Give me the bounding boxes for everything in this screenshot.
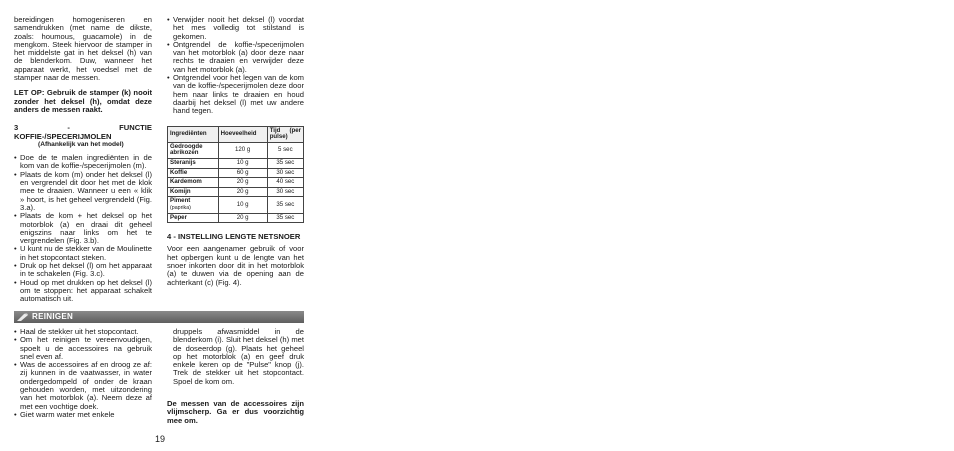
ingredient-label: Gedroogde abrikozen [170, 142, 203, 157]
list-item: • Ontgrendel voor het legen van de kom van de koffie-/specerijmolen deze door hem naar links te draaien en houd daarbij het deksel (l) met uw andere hand tegen. [167, 74, 304, 115]
cleaning-continued-text: druppels afwasmiddel in de blenderkom (i). Sluit het deksel (h) met de doseerdop (g). Plaats het geheel op het motorblok (a) en geef druk enkele keren op de "Pulse" knop (j). Trek de stekker uit het stopcontact. Spoel de kom om. [173, 327, 304, 386]
ingredient-quantity: 60 g [218, 168, 267, 178]
table-row [168, 197, 304, 213]
ingredients-table [167, 126, 304, 224]
ingredient-quantity: 10 g [218, 158, 267, 168]
ingredient-name [168, 168, 219, 178]
ingredient-name [168, 197, 219, 213]
table-row [168, 142, 304, 158]
list-item: • Doe de te malen ingrediënten in de kom van de koffie-/specerijmolen (m). [14, 154, 152, 171]
ingredient-time: 35 sec [267, 197, 303, 213]
stamper-paragraph: bereidingen homogeniseren en samendrukken (met name de dikste, zoals: houmous, guacamole) in de mengkom. Steek hiervoor de stamper in het middelste gat in het deksel (h) van de blenderkom. Duw, wanneer het apparaat werkt, het voedsel met de stamper naar de messen. [14, 15, 152, 83]
list-item: • Houd op met drukken op het deksel (l) om te stoppen: het apparaat schakelt automatisch uit. [14, 279, 152, 304]
ingredient-name [168, 213, 219, 223]
list-item: • Giet warm water met enkele [14, 411, 152, 419]
cleaning-banner [14, 311, 304, 323]
ingredient-time: 30 sec [267, 187, 303, 197]
cleaning-column-right [167, 328, 304, 425]
page-number: 19 [155, 434, 166, 444]
list-item: • Haal de stekker uit het stopcontact. [14, 328, 152, 336]
ingredient-quantity: 20 g [218, 213, 267, 223]
blade-warning: De messen van de accessoires zijn vlijmscherp. Ga er dus voorzichtig mee om. [167, 399, 304, 425]
list-item: • Plaats de kom + het deksel op het motorblok (a) en draai dit geheel enigszins naar links om het te vergrendelen (Fig. 3.b). [14, 212, 152, 245]
ingredient-name [168, 142, 219, 158]
section3-list [14, 154, 152, 303]
list-item: • Om het reinigen te vereenvoudigen, spoelt u de accessoires na gebruik snel even af. [14, 336, 152, 361]
section3-subtitle: (Afhankelijk van het model) [38, 140, 124, 148]
ingredient-time: 5 sec [267, 142, 303, 158]
molen-list [167, 16, 304, 116]
ingredient-time: 35 sec [267, 213, 303, 223]
ingredient-time: 30 sec [267, 168, 303, 178]
table-header-cell: Hoeveelheid [218, 126, 267, 142]
stamper-warning: LET OP: Gebruik de stamper (k) nooit zonder het deksel (h), omdat deze anders de messen raakt. [14, 88, 152, 114]
list-item: • Verwijder nooit het deksel (l) voordat het mes volledig tot stilstand is gekomen. [167, 16, 304, 41]
section4-text: Voor een aangenamer gebruik of voor het opbergen kunt u de lengte van het snoer inkorten door dit in het motorblok (a) te duwen via de opening aan de achterkant (c) (Fig. 4). [167, 244, 304, 287]
cleaning-title: REINIGEN [32, 312, 74, 321]
ingredient-quantity: 120 g [218, 142, 267, 158]
section3-title: 3 - FUNCTIE KOFFIE-/SPECERIJMOLEN [14, 123, 152, 141]
table-header-row [168, 126, 304, 142]
ingredient-name [168, 158, 219, 168]
ingredient-quantity: 10 g [218, 197, 267, 213]
column-right-top [167, 16, 304, 287]
ingredient-name [168, 178, 219, 188]
table-body [168, 142, 304, 222]
ingredient-time: 40 sec [267, 178, 303, 188]
list-item: • Druk op het deksel (l) om het apparaat in te schakelen (Fig. 3.c). [14, 262, 152, 279]
table-header-cell: Tijd (per pulse) [267, 126, 303, 142]
list-item: • Was de accessoires af en droog ze af: zij kunnen in de vaatwasser, in water ondergedompeld of onder de kraan gehouden worden, met uitzondering van het motorblok (a). Neem deze af met een vochtige doek. [14, 361, 152, 411]
section4-title: 4 - INSTELLING LENGTE NETSNOER [167, 232, 301, 242]
ingredient-label: Koffie [170, 168, 188, 176]
list-item: • Plaats de kom (m) onder het deksel (l) en vergrendel dit door het met de klok mee te draaien. Wanneer u een « klik » hoort, is het geheel vergrendeld (Fig. 3.a). [14, 171, 152, 212]
column-left-top [14, 16, 152, 304]
ingredient-label: Steranijs [170, 158, 196, 166]
table-row [168, 178, 304, 188]
table-row [168, 158, 304, 168]
ingredient-label: Komijn [170, 187, 191, 195]
ingredient-label: Piment [170, 197, 191, 205]
table-row [168, 168, 304, 178]
ingredient-name [168, 187, 219, 197]
ingredient-quantity: 20 g [218, 178, 267, 188]
list-item: • U kunt nu de stekker van de Moulinette in het stopcontact steken. [14, 245, 152, 262]
page-curl-icon [16, 312, 30, 322]
list-item: • Ontgrendel de koffie-/specerijmolen van het motorblok (a) door deze naar rechts te draaien en verwijder deze van het motorblok (a). [167, 41, 304, 74]
table-row [168, 187, 304, 197]
ingredient-note: (paprika) [170, 204, 191, 211]
ingredient-quantity: 20 g [218, 187, 267, 197]
cleaning-column-left [14, 328, 152, 419]
ingredient-label: Kardemom [170, 178, 202, 186]
table-row [168, 213, 304, 223]
ingredient-label: Peper [170, 213, 187, 221]
table-header-cell: Ingrediënten [168, 126, 219, 142]
cleaning-list [14, 328, 152, 419]
ingredient-time: 35 sec [267, 158, 303, 168]
